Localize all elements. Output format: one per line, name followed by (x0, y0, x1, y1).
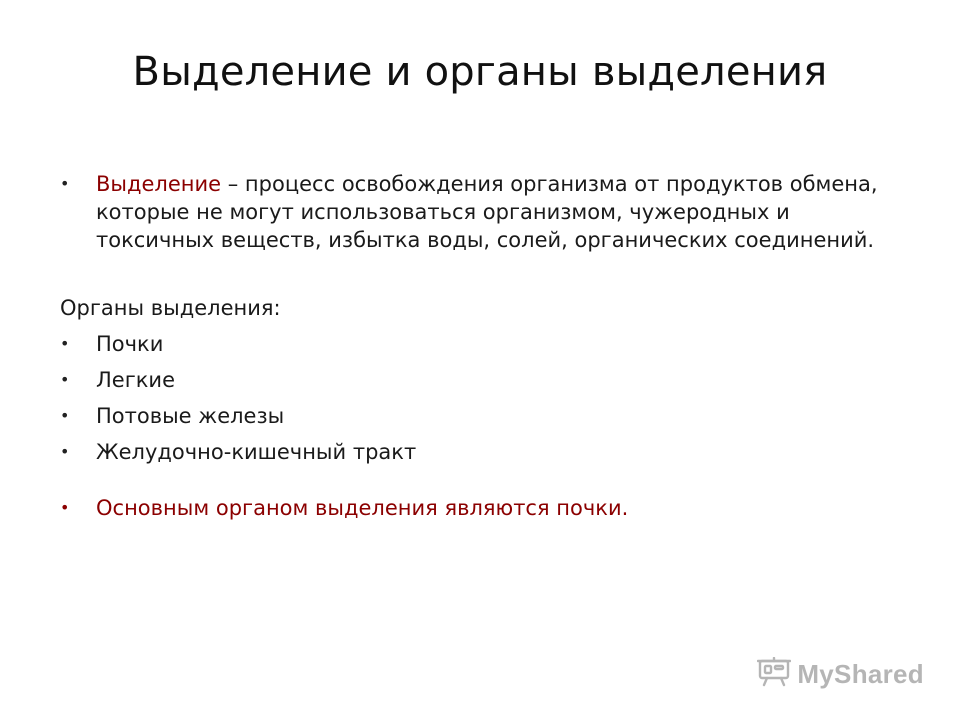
bullet-icon: • (60, 406, 70, 425)
bullet-icon: • (60, 370, 70, 389)
organ-label: Почки (96, 332, 164, 356)
organs-label: Органы выделения: (60, 296, 281, 320)
bullet-icon: • (60, 174, 70, 193)
organ-label: Желудочно-кишечный тракт (96, 440, 417, 464)
bullet-icon: • (60, 498, 70, 517)
list-item (60, 438, 880, 474)
presentation-board-icon (757, 657, 791, 691)
list-item (60, 402, 880, 438)
definition-item (60, 170, 880, 254)
conclusion-item (60, 494, 880, 522)
definition-term: Выделение (96, 172, 222, 196)
organ-label: Потовые железы (96, 404, 285, 428)
list-item (60, 330, 880, 366)
conclusion-text: Основным органом выделения являются почки. (96, 496, 629, 520)
watermark-text: MyShared (797, 658, 924, 689)
organs-list (60, 330, 880, 474)
bullet-icon: • (60, 334, 70, 353)
definition-text: – процесс освобождения организма от продуктов обмена, которые не могут использоваться организмом, чужеродных и токсичных веществ, избытка воды, солей, органических соединений. (96, 172, 878, 252)
watermark (757, 658, 924, 690)
bullet-icon: • (60, 442, 70, 461)
slide-body (60, 170, 880, 522)
organ-label: Легкие (96, 368, 175, 392)
slide-title: Выделение и органы выделения (132, 49, 828, 95)
list-item (60, 366, 880, 402)
